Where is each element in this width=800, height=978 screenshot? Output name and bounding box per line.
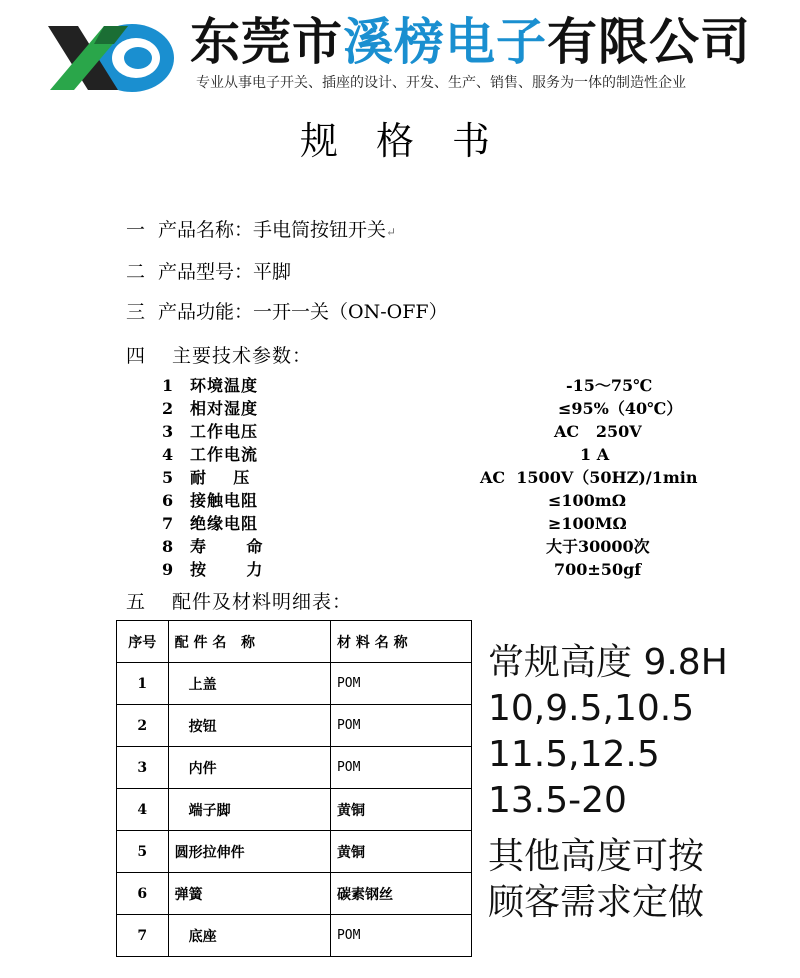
param-name: 环境温度: [190, 376, 259, 395]
row-no: 5: [117, 831, 169, 873]
param-name: 绝缘电阻: [190, 514, 259, 533]
param-value: 700±50gf: [554, 560, 642, 579]
note-custom-1: 其他高度可按: [488, 836, 705, 877]
param-index: 3: [162, 422, 174, 441]
section-number: 四: [126, 345, 147, 367]
table-row: [117, 789, 472, 831]
param-value: -15～75℃: [566, 376, 653, 395]
param-index: 9: [162, 560, 174, 579]
row-material: 黄铜: [330, 831, 471, 873]
row-part: 端子脚: [168, 789, 330, 831]
param-value: ≤95%（40℃）: [558, 399, 683, 418]
company-name-highlight: 溪榜电子: [343, 13, 547, 71]
row-material: POM: [330, 747, 471, 789]
section-number: 一: [126, 219, 146, 241]
table-row: [117, 663, 472, 705]
section-number: 五: [126, 591, 147, 613]
param-index: 8: [162, 537, 174, 556]
table-row: [117, 747, 472, 789]
row-part: 按钮: [168, 705, 330, 747]
param-index: 4: [162, 445, 174, 464]
header-part-name: 配 件 名 称: [168, 621, 330, 663]
section-tech-params: [126, 344, 312, 368]
row-part: 内件: [168, 747, 330, 789]
section-label: 产品型号：平脚: [158, 261, 292, 283]
row-no: 7: [117, 915, 169, 957]
param-value: ≥100MΩ: [548, 514, 627, 533]
param-index: 6: [162, 491, 174, 510]
table-header-row: [117, 621, 472, 663]
param-value: 大于30000次: [546, 537, 650, 556]
section-label: 主要技术参数：: [172, 345, 313, 367]
section-product-model: [126, 260, 291, 284]
section-number: 三: [126, 301, 146, 323]
row-part: 弹簧: [168, 873, 330, 915]
param-name: 工作电流: [190, 445, 259, 464]
row-material: 碳素钢丝: [330, 873, 471, 915]
row-material: POM: [330, 663, 471, 705]
param-index: 1: [162, 376, 174, 395]
row-no: 4: [117, 789, 169, 831]
param-name: 耐 压: [190, 468, 251, 487]
company-logo: [44, 18, 176, 98]
param-row: [162, 467, 722, 489]
row-no: 3: [117, 747, 169, 789]
company-name: [190, 12, 751, 72]
document-title: 规格书: [300, 119, 529, 163]
section-product-function: [126, 300, 448, 324]
row-part: 底座: [168, 915, 330, 957]
row-material: POM: [330, 705, 471, 747]
section-parts-materials: [126, 590, 352, 614]
param-name: 按 力: [190, 560, 264, 579]
param-row: [162, 421, 722, 443]
row-material: 黄铜: [330, 789, 471, 831]
header-material: 材 料 名 称: [330, 621, 471, 663]
table-row: [117, 915, 472, 957]
param-name: 工作电压: [190, 422, 259, 441]
section-product-name: [126, 218, 396, 244]
parts-materials-table: [116, 620, 472, 957]
company-name-suffix: 有限公司: [547, 13, 751, 71]
param-value: ≤100mΩ: [548, 491, 626, 510]
section-label: 配件及材料明细表：: [172, 591, 353, 613]
param-row: [162, 375, 722, 397]
row-part: 圆形拉伸件: [168, 831, 330, 873]
table-row: [117, 705, 472, 747]
note-heights-2: 11.5,12.5: [488, 734, 660, 775]
table-row: [117, 873, 472, 915]
note-custom-2: 顾客需求定做: [488, 882, 705, 923]
logo-letters: XC: [46, 96, 48, 97]
section-label: 产品功能：一开一关（ON-OFF）: [158, 301, 448, 323]
row-no: 2: [117, 705, 169, 747]
note-standard-height: 常规高度 9.8H: [488, 642, 728, 683]
param-name: 寿 命: [190, 537, 264, 556]
param-row: [162, 444, 722, 466]
param-name: 接触电阻: [190, 491, 259, 510]
section-label: 产品名称：手电筒按钮开关: [158, 219, 387, 241]
param-value: AC 250V: [554, 422, 642, 441]
row-part: 上盖: [168, 663, 330, 705]
param-row: [162, 536, 722, 558]
param-row: [162, 398, 722, 420]
note-heights-3: 13.5-20: [488, 780, 627, 821]
param-index: 7: [162, 514, 174, 533]
row-material: POM: [330, 915, 471, 957]
company-tagline: 专业从事电子开关、插座的设计、开发、生产、销售、服务为一体的制造性企业: [196, 75, 686, 91]
table-row: [117, 831, 472, 873]
param-value: AC 1500V（50HZ)/1min: [480, 468, 698, 487]
section-number: 二: [126, 261, 146, 283]
note-heights-1: 10,9.5,10.5: [488, 688, 695, 729]
company-name-prefix: 东莞市: [190, 13, 343, 71]
param-index: 5: [162, 468, 174, 487]
return-mark-icon: ↵: [386, 225, 397, 239]
param-value: 1 A: [580, 445, 610, 464]
param-index: 2: [162, 399, 174, 418]
param-row: [162, 513, 722, 535]
param-row: [162, 490, 722, 512]
param-row: [162, 559, 722, 581]
row-no: 6: [117, 873, 169, 915]
param-name: 相对湿度: [190, 399, 259, 418]
header-no: 序号: [117, 621, 169, 663]
row-no: 1: [117, 663, 169, 705]
